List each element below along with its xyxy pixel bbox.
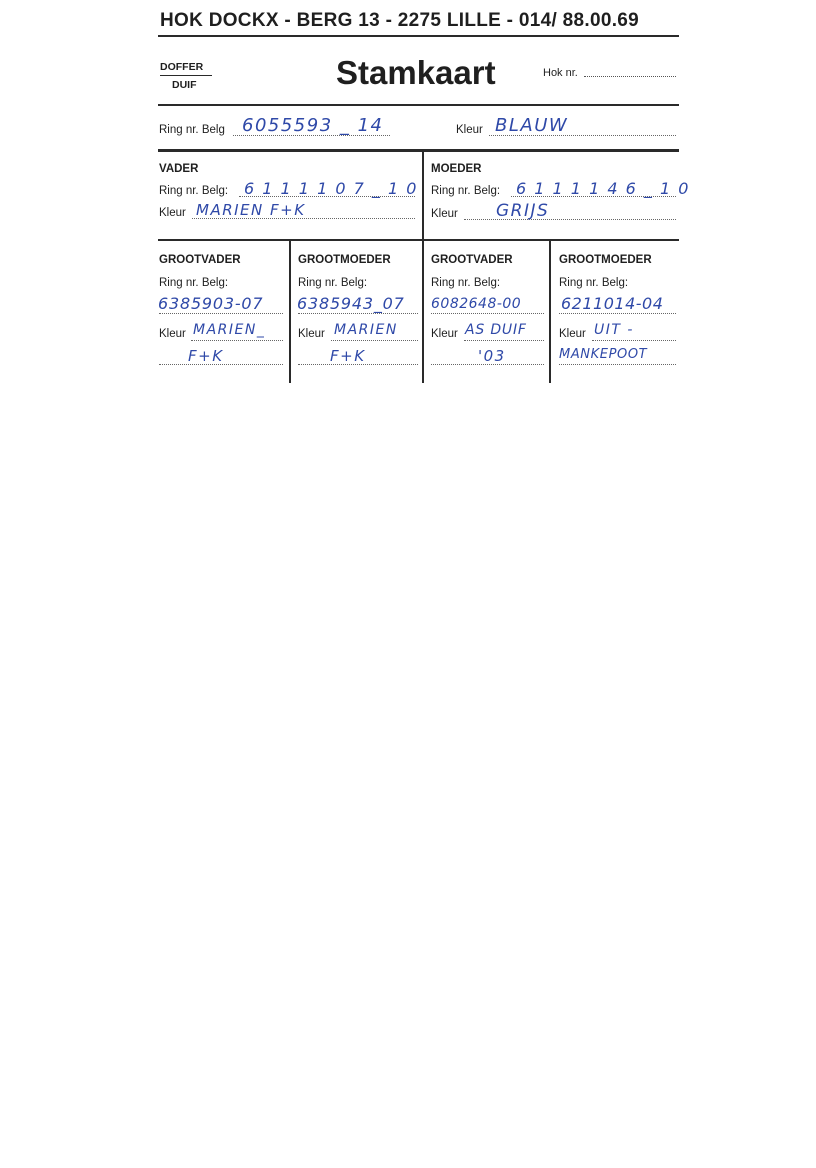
gp4-kleur-label: Kleur [559,328,586,340]
gp-divider-2 [422,240,424,383]
card-title: Stamkaart [336,54,496,91]
vader-kleur-value: MARIEN F+K [196,201,306,219]
gp3-kleur-value: AS DUIF [465,322,527,338]
gp2-kleur-dots [331,340,418,341]
gp4-ring-dots [559,313,676,314]
parents-rule [158,239,679,241]
subject-kleur-value: BLAUW [495,115,569,136]
gp4-kleur-dots [592,340,676,341]
gp1-ring-value: 6385903-07 [158,294,264,313]
subject-ring-value: 6055593 _ 14 [242,115,384,136]
subject-rule [158,149,679,152]
gp3-kleur-line2: '03 [478,347,506,365]
gp1-ring-dots [159,313,283,314]
gp4-heading: GROOTMOEDER [559,254,652,266]
vader-kleur-label: Kleur [159,207,186,219]
gp4-ring-label: Ring nr. Belg: [559,277,629,289]
gp3-ring-dots [431,313,544,314]
hok-field [584,76,676,77]
gp3-kleur-dots [464,340,544,341]
subject-ring-label: Ring nr. Belg [159,124,225,136]
gp2-kleur-label: Kleur [298,328,325,340]
title-rule [158,104,679,106]
moeder-kleur-label: Kleur [431,208,458,220]
gp1-ring-label: Ring nr. Belg: [159,277,229,289]
sex-doffer: DOFFER [160,61,204,73]
gp4-kleur2-dots [559,364,676,365]
gp-divider-1 [289,240,291,383]
gp2-kleur-line2: F+K [330,347,366,365]
gp4-ring-value: 6211014-04 [561,294,664,313]
gp1-kleur-dots [191,340,283,341]
moeder-ring-label: Ring nr. Belg: [431,185,501,197]
gp3-heading: GROOTVADER [431,254,513,266]
gp4-kleur-line2: MANKEPOOT [559,347,648,362]
gp3-kleur-label: Kleur [431,328,458,340]
gp2-ring-dots [298,313,418,314]
header-rule [158,35,679,37]
moeder-heading: MOEDER [431,163,482,175]
moeder-ring-value: 6 1 1 1 1 4 6 _ 1 0 [516,179,690,198]
sex-divider [160,75,212,76]
gp1-kleur-label: Kleur [159,328,186,340]
gp2-ring-label: Ring nr. Belg: [298,277,368,289]
gp1-kleur-line2: F+K [188,347,224,365]
moeder-kleur-value: GRIJS [496,201,550,221]
header-title: HOK DOCKX - BERG 13 - 2275 LILLE - 014/ 88.00.69 [160,10,640,31]
gp-divider-3 [549,240,551,383]
gp2-ring-value: 6385943_07 [297,294,405,313]
sex-duif: DUIF [172,79,197,91]
parents-divider [422,150,424,240]
subject-kleur-label: Kleur [456,124,483,136]
gp1-heading: GROOTVADER [159,254,241,266]
gp2-heading: GROOTMOEDER [298,254,391,266]
gp3-ring-label: Ring nr. Belg: [431,277,501,289]
gp1-kleur-value: MARIEN_ [193,322,266,338]
hok-label: Hok nr. [543,67,578,79]
vader-heading: VADER [159,163,199,175]
gp2-kleur-value: MARIEN [334,322,398,338]
gp4-kleur-value: UIT - [594,322,634,338]
vader-ring-label: Ring nr. Belg: [159,185,229,197]
gp3-ring-value: 6082648-00 [431,296,522,312]
pedigree-card [158,0,690,386]
vader-ring-value: 6 1 1 1 1 0 7 _ 1 0 [244,179,418,198]
